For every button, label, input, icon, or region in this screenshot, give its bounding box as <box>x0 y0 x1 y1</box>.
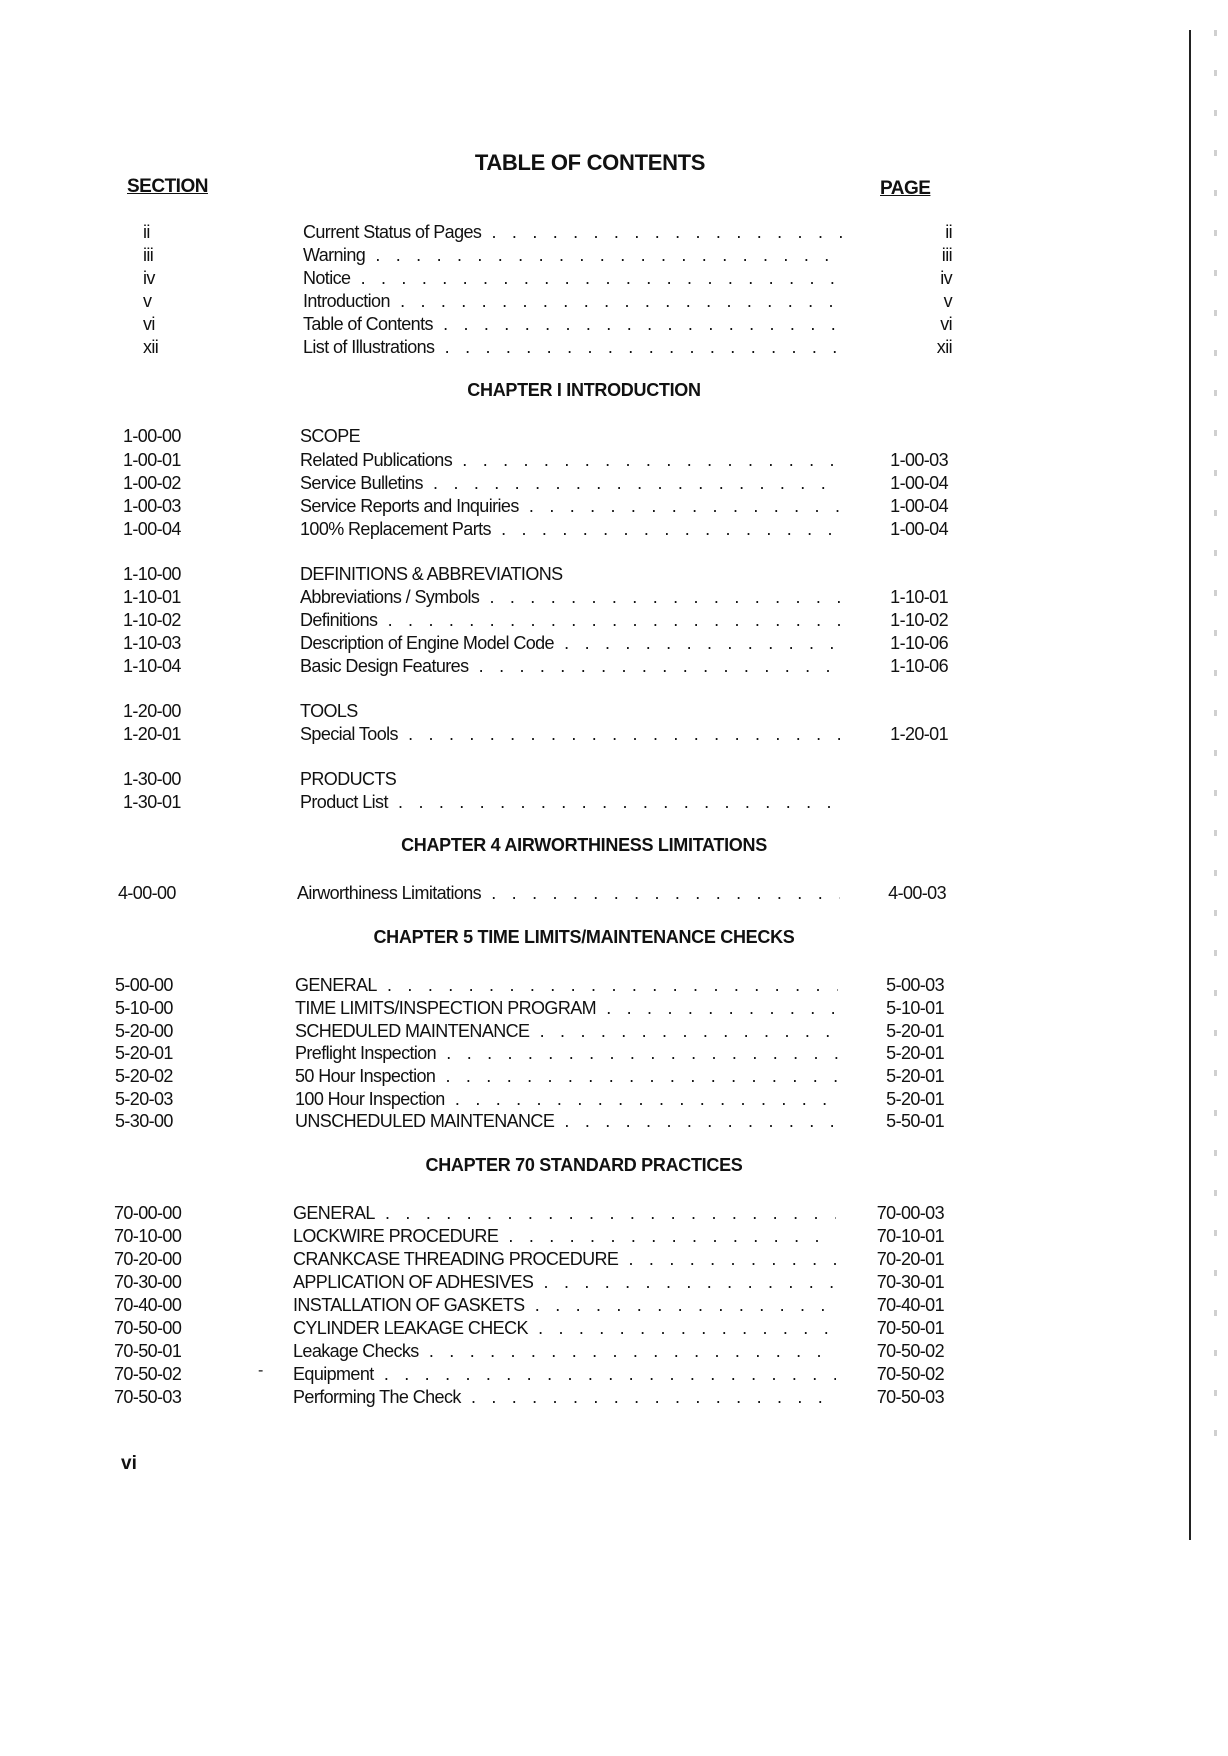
toc-entry-row <box>0 1387 1180 1409</box>
entry-title: TIME LIMITS/INSPECTION PROGRAM . . . <box>295 998 838 1020</box>
document-title: TABLE OF CONTENTS <box>474 150 706 175</box>
entry-title: LOCKWIRE PROCEDURE . . . <box>293 1226 836 1248</box>
section-number: 70-40-00 <box>114 1295 182 1315</box>
entry-title: CYLINDER LEAKAGE CHECK . . . <box>293 1318 836 1340</box>
entry-title: Definitions . . . <box>300 610 841 632</box>
toc-entry-row <box>0 792 1180 814</box>
section-number: 5-10-00 <box>115 998 173 1018</box>
entry-title: Abbreviations / Symbols . . . <box>300 587 841 609</box>
toc-entry-row <box>0 1295 1180 1317</box>
page-number: xii <box>936 337 952 357</box>
front-matter-row <box>0 314 1180 336</box>
page-number: 1-10-06 <box>890 633 948 653</box>
entry-title: 100 Hour Inspection . . . <box>295 1089 838 1111</box>
section-number: 1-10-02 <box>123 610 181 630</box>
section-number: 70-50-02 <box>114 1364 182 1384</box>
section-column-header: SECTION <box>127 176 208 197</box>
entry-title: 100% Replacement Parts . . . <box>300 519 841 541</box>
page-number: 5-20-01 <box>886 1066 944 1086</box>
toc-entry-row <box>0 587 1180 609</box>
page-folio: vi <box>121 1453 137 1474</box>
section-number: 1-30-00 <box>123 769 181 789</box>
entry-title: Service Bulletins . . . <box>300 473 841 495</box>
entry-title: Airworthiness Limitations . . . <box>297 883 840 905</box>
section-number: 70-30-00 <box>114 1272 182 1292</box>
toc-entry-row <box>0 1021 1180 1043</box>
toc-entry-row <box>0 473 1180 495</box>
page-number: 70-50-02 <box>876 1364 944 1384</box>
section-number: 1-00-02 <box>123 473 181 493</box>
entry-title: List of Illustrations . . . <box>303 337 843 359</box>
entry-title: 50 Hour Inspection . . . <box>295 1066 838 1088</box>
toc-entry-row <box>0 724 1180 746</box>
front-matter-row <box>0 222 1180 244</box>
chapter-heading: CHAPTER 5 TIME LIMITS/MAINTENANCE CHECKS <box>373 927 795 947</box>
toc-entry-row <box>0 450 1180 472</box>
page-number: 5-20-01 <box>886 1089 944 1109</box>
section-number: 1-00-03 <box>123 496 181 516</box>
entry-title: CRANKCASE THREADING PROCEDURE . . . <box>293 1249 836 1271</box>
toc-entry-row <box>0 701 1180 723</box>
entry-title: SCHEDULED MAINTENANCE . . . <box>295 1021 838 1043</box>
page-number: 1-10-01 <box>890 587 948 607</box>
entry-title: GENERAL . . . <box>293 1203 836 1225</box>
entry-title: TOOLS <box>300 701 358 721</box>
section-number: 1-10-04 <box>123 656 181 676</box>
toc-entry-row <box>0 1203 1180 1225</box>
page-number: 1-20-01 <box>890 724 948 744</box>
page-number: 70-00-03 <box>876 1203 944 1223</box>
entry-title: Description of Engine Model Code . . . <box>300 633 841 655</box>
section-number: v <box>143 291 152 311</box>
entry-title: Service Reports and Inquiries . . . <box>300 496 841 518</box>
entry-title: Introduction . . . <box>303 291 843 313</box>
page-number: 70-50-03 <box>876 1387 944 1407</box>
toc-entry-row <box>0 883 1180 905</box>
page-number: 70-10-01 <box>876 1226 944 1246</box>
page-number: 1-00-04 <box>890 496 948 516</box>
toc-entry-row <box>0 998 1180 1020</box>
toc-entry-row <box>0 1043 1180 1065</box>
entry-title: INSTALLATION OF GASKETS . . . <box>293 1295 836 1317</box>
page-number: 5-10-01 <box>886 998 944 1018</box>
section-number: vi <box>143 314 155 334</box>
toc-entry-row <box>0 519 1180 541</box>
toc-entry-row <box>0 1364 1180 1386</box>
entry-title: Table of Contents . . . <box>303 314 843 336</box>
page-number: 1-10-02 <box>890 610 948 630</box>
toc-entry-row <box>0 975 1180 997</box>
page-number: iv <box>940 268 952 288</box>
front-matter-row <box>0 245 1180 267</box>
entry-title: Basic Design Features . . . <box>300 656 841 678</box>
page-number: 1-00-04 <box>890 519 948 539</box>
chapter-heading: CHAPTER I INTRODUCTION <box>467 380 701 400</box>
entry-title: DEFINITIONS & ABBREVIATIONS <box>300 564 563 584</box>
front-matter-row <box>0 291 1180 313</box>
section-number: 1-10-00 <box>123 564 181 584</box>
page-number: 4-00-03 <box>888 883 946 903</box>
page-number: 70-50-01 <box>876 1318 944 1338</box>
entry-title: Performing The Check . . . <box>293 1387 836 1409</box>
entry-title: PRODUCTS <box>300 769 397 789</box>
section-number: 5-20-02 <box>115 1066 173 1086</box>
toc-entry-row <box>0 426 1180 448</box>
page-number: 5-00-03 <box>886 975 944 995</box>
page-number: 1-00-03 <box>890 450 948 470</box>
entry-title: Preflight Inspection . . . <box>295 1043 838 1065</box>
entry-title: Warning . . . <box>303 245 843 267</box>
page-number: ii <box>945 222 952 242</box>
page-number: 5-20-01 <box>886 1021 944 1041</box>
entry-title: Current Status of Pages . . . <box>303 222 843 244</box>
section-number: 1-30-01 <box>123 792 181 812</box>
section-number: 70-00-00 <box>114 1203 182 1223</box>
entry-title: Equipment . . . <box>293 1364 836 1386</box>
entry-title: UNSCHEDULED MAINTENANCE . . . <box>295 1111 838 1133</box>
page-number: 70-50-02 <box>876 1341 944 1361</box>
toc-entry-row <box>0 1226 1180 1248</box>
entry-title: GENERAL . . . <box>295 975 838 997</box>
toc-entry-row <box>0 633 1180 655</box>
section-number: ii <box>143 222 150 242</box>
page-number: iii <box>941 245 952 265</box>
section-number: 1-00-04 <box>123 519 181 539</box>
stray-mark: - <box>258 1362 264 1379</box>
section-number: 5-30-00 <box>115 1111 173 1131</box>
toc-entry-row <box>0 1341 1180 1363</box>
section-number: 1-00-00 <box>123 426 181 446</box>
section-number: 70-20-00 <box>114 1249 182 1269</box>
section-number: iii <box>143 245 154 265</box>
toc-entry-row <box>0 1089 1180 1111</box>
entry-title: SCOPE <box>300 426 361 446</box>
front-matter-row <box>0 337 1180 359</box>
section-number: 1-10-03 <box>123 633 181 653</box>
toc-entry-row <box>0 1318 1180 1340</box>
page-number: vi <box>940 314 952 334</box>
page-number: 70-20-01 <box>876 1249 944 1269</box>
entry-title: Notice . . . <box>303 268 843 290</box>
section-number: 4-00-00 <box>118 883 176 903</box>
toc-entry-row <box>0 1249 1180 1271</box>
page-number: 70-40-01 <box>876 1295 944 1315</box>
section-number: 5-20-03 <box>115 1089 173 1109</box>
entry-title: Related Publications . . . <box>300 450 841 472</box>
toc-entry-row <box>0 769 1180 791</box>
page-column-header: PAGE <box>880 178 931 199</box>
section-number: iv <box>143 268 155 288</box>
section-number: 5-20-01 <box>115 1043 173 1063</box>
section-number: 1-20-01 <box>123 724 181 744</box>
page-number: 5-20-01 <box>886 1043 944 1063</box>
chapter-heading: CHAPTER 70 STANDARD PRACTICES <box>425 1155 743 1175</box>
section-number: 1-20-00 <box>123 701 181 721</box>
page-number: 1-10-06 <box>890 656 948 676</box>
toc-entry-row <box>0 656 1180 678</box>
section-number: 5-20-00 <box>115 1021 173 1041</box>
entry-title: Leakage Checks . . . <box>293 1341 836 1363</box>
chapter-heading: CHAPTER 4 AIRWORTHINESS LIMITATIONS <box>401 835 767 855</box>
entry-title: Special Tools . . . <box>300 724 841 746</box>
page-number: 1-00-04 <box>890 473 948 493</box>
section-number: 70-10-00 <box>114 1226 182 1246</box>
entry-title: Product List . . . <box>300 792 841 814</box>
toc-entry-row <box>0 564 1180 586</box>
section-number: 70-50-01 <box>114 1341 182 1361</box>
toc-entry-row <box>0 610 1180 632</box>
page-number: 5-50-01 <box>886 1111 944 1131</box>
page-number: 70-30-01 <box>876 1272 944 1292</box>
section-number: 1-00-01 <box>123 450 181 470</box>
entry-title: APPLICATION OF ADHESIVES . . . <box>293 1272 836 1294</box>
toc-entry-row <box>0 1066 1180 1088</box>
front-matter-row <box>0 268 1180 290</box>
toc-entry-row <box>0 1272 1180 1294</box>
page-number: v <box>943 291 952 311</box>
toc-entry-row <box>0 1111 1180 1133</box>
toc-entry-row <box>0 496 1180 518</box>
section-number: 70-50-03 <box>114 1387 182 1407</box>
section-number: 5-00-00 <box>115 975 173 995</box>
section-number: 1-10-01 <box>123 587 181 607</box>
section-number: 70-50-00 <box>114 1318 182 1338</box>
section-number: xii <box>143 337 159 357</box>
